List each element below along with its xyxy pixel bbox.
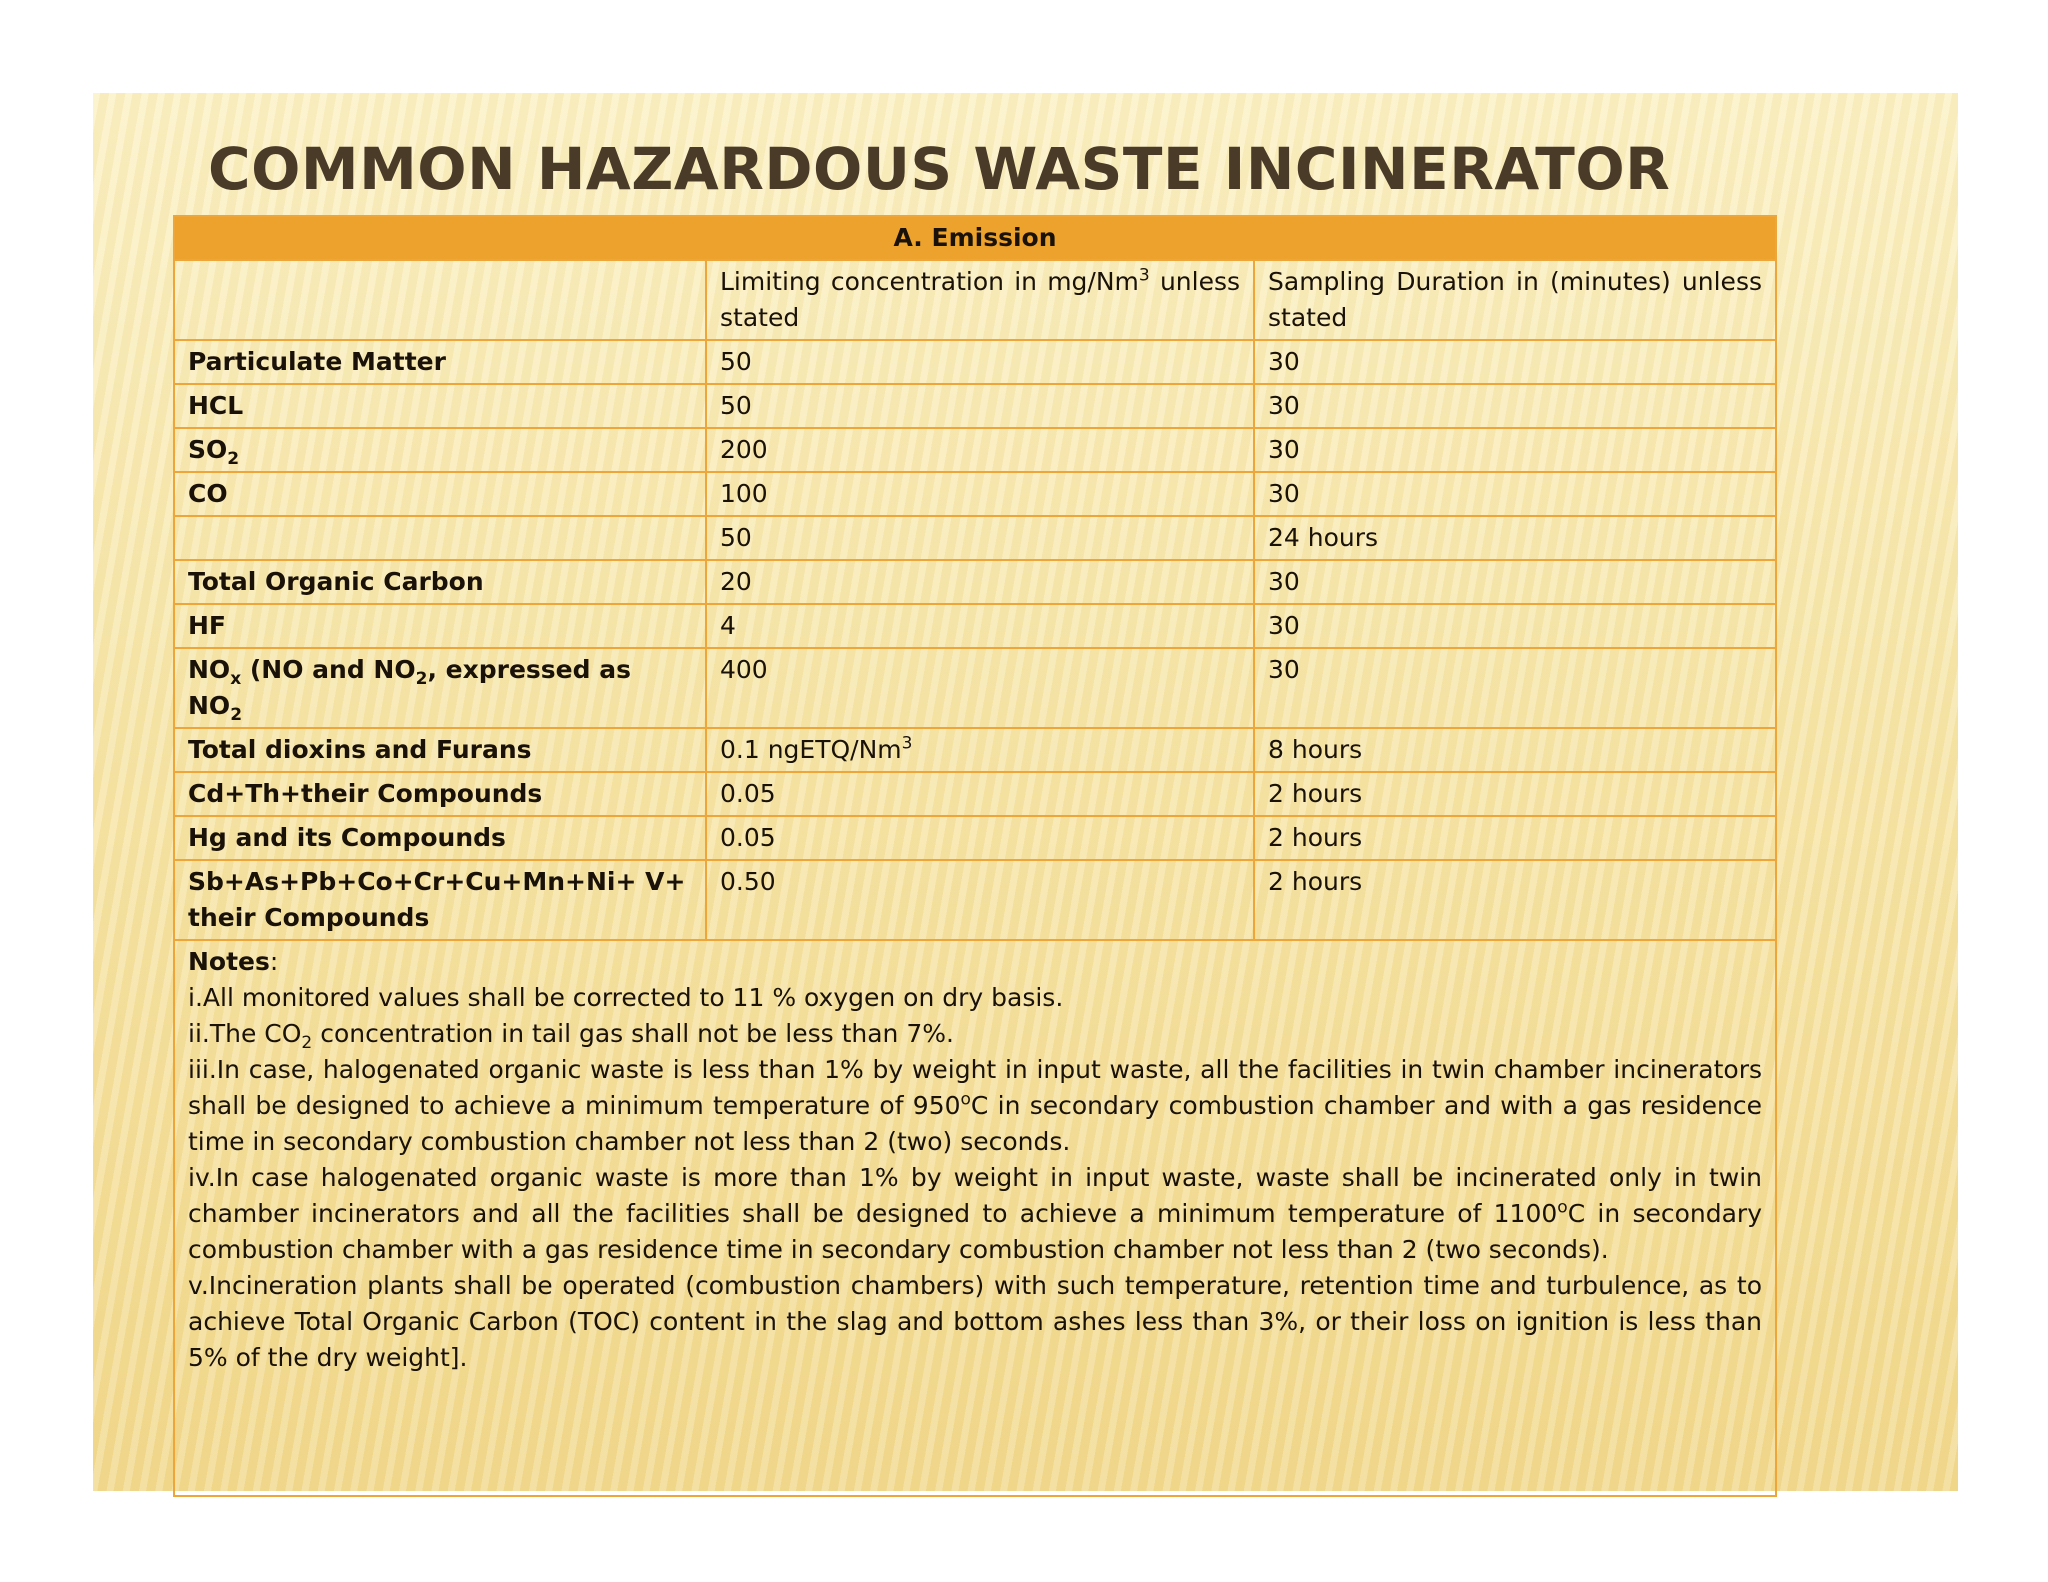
note-item: ii.The $CO_2$ concentration in tail gas shall not be less than 7%. — [188, 1019, 954, 1053]
limit-cell: 0.05 — [706, 772, 1254, 816]
duration-cell: 30 — [1254, 428, 1776, 472]
column-header-row — [174, 260, 1776, 340]
table-row — [174, 604, 1776, 648]
duration-cell: 2 hours — [1254, 860, 1776, 940]
parameter-cell: Sb+As+Pb+Co+Cr+Cu+Mn+Ni+ V+ their Compounds — [174, 860, 706, 940]
table-row — [174, 648, 1776, 728]
emission-table — [173, 215, 1777, 1497]
table-row — [174, 428, 1776, 472]
table-row — [174, 816, 1776, 860]
parameter-cell: Cd+Th+their Compounds — [174, 772, 706, 816]
parameter-cell: CO — [174, 472, 706, 516]
duration-cell: 30 — [1254, 604, 1776, 648]
limit-cell: 100 — [706, 472, 1254, 516]
duration-cell: 24 hours — [1254, 516, 1776, 560]
parameter-cell: Particulate Matter — [174, 340, 706, 384]
limit-cell: 50 — [706, 516, 1254, 560]
duration-cell: 2 hours — [1254, 816, 1776, 860]
table-row — [174, 560, 1776, 604]
limit-cell: 50 — [706, 340, 1254, 384]
notes: Notes: i.All monitored values shall be corrected to 11 % oxygen on dry basis. ii.The $CO_2$ concentration in tail gas shall not be less than 7%. iii.In case, halogenated organic waste is less than 1% by weight in input waste, all the facilities in twin chamber incinerators shall be designed to achieve a minimum temperature of 950$^o$C in secondary combustion chamber and with a gas residence time in secondary combustion chamber not less than 2 (two) seconds. iv.In case halogenated organic waste is more than 1% by weight in input waste, waste shall be incinerated only in twin chamber incinerators and all the facilities shall be designed to achieve a minimum temperature of 1100$^o$C in secondary combustion chamber with a gas residence time in secondary combustion chamber not less than 2 (two seconds). v.Incineration plants shall be operated (combustion chambers) with such temperature, retention time and turbulence, as to achieve Total Organic Carbon (TOC) content in the slag and bottom ashes less than 3%, or their loss on ignition is less than 5% of the dry weight]. — [174, 940, 1776, 1496]
parameter-cell: HF — [174, 604, 706, 648]
limit-cell: 200 — [706, 428, 1254, 472]
duration-cell: 30 — [1254, 384, 1776, 428]
column-header-duration: Sampling Duration in (minutes) unless stated — [1254, 260, 1776, 340]
slide — [93, 93, 1958, 1491]
duration-cell: 30 — [1254, 340, 1776, 384]
table-row — [174, 728, 1776, 772]
parameter-cell: $NO_x$ (NO and $NO_2$, expressed as $NO_2$ — [174, 648, 706, 728]
table-row — [174, 772, 1776, 816]
notes-label: Notes — [188, 947, 270, 976]
limit-cell: 0.1 ngETQ/Nm$^3$ — [706, 728, 1254, 772]
limit-cell: 0.50 — [706, 860, 1254, 940]
duration-cell: 30 — [1254, 648, 1776, 728]
table-row — [174, 340, 1776, 384]
parameter-cell — [174, 516, 706, 560]
table-row — [174, 384, 1776, 428]
parameter-cell: $SO_2$ — [174, 428, 706, 472]
note-item: i.All monitored values shall be corrected to 11 % oxygen on dry basis. — [188, 983, 1064, 1012]
parameter-cell: HCL — [174, 384, 706, 428]
notes-row — [174, 940, 1776, 1496]
limit-cell: 20 — [706, 560, 1254, 604]
parameter-cell: Total Organic Carbon — [174, 560, 706, 604]
parameter-cell: Hg and its Compounds — [174, 816, 706, 860]
note-item: v.Incineration plants shall be operated (combustion chambers) with such temperature, retention time and turbulence, as to achieve Total Organic Carbon (TOC) content in the slag and bottom ashes less than 3%, or their loss on ignition is less than 5% of the dry weight]. — [188, 1271, 1762, 1372]
limit-cell: 0.05 — [706, 816, 1254, 860]
section-header: A. Emission — [174, 216, 1776, 260]
duration-cell: 30 — [1254, 472, 1776, 516]
duration-cell: 2 hours — [1254, 772, 1776, 816]
limit-cell: 400 — [706, 648, 1254, 728]
note-item: iv.In case halogenated organic waste is more than 1% by weight in input waste, waste shall be incinerated only in twin chamber incinerators and all the facilities shall be designed to achieve a minimum temperature of 1100$^o$C in secondary combustion chamber with a gas residence time in secondary combustion chamber not less than 2 (two seconds). — [188, 1163, 1762, 1264]
limit-cell: 4 — [706, 604, 1254, 648]
column-header-limit: Limiting concentration in mg/Nm$^3$ unless stated — [706, 260, 1254, 340]
duration-cell: 30 — [1254, 560, 1776, 604]
table-row — [174, 516, 1776, 560]
limit-cell: 50 — [706, 384, 1254, 428]
parameter-cell: Total dioxins and Furans — [174, 728, 706, 772]
slide-title: COMMON HAZARDOUS WASTE INCINERATOR — [208, 135, 1671, 203]
table-row — [174, 860, 1776, 940]
note-item: iii.In case, halogenated organic waste is less than 1% by weight in input waste, all the facilities in twin chamber incinerators shall be designed to achieve a minimum temperature of 950$^o$C in secondary combustion chamber and with a gas residence time in secondary combustion chamber not less than 2 (two) seconds. — [188, 1055, 1763, 1156]
table-row — [174, 472, 1776, 516]
section-header-row — [174, 216, 1776, 260]
column-header-parameter — [174, 260, 706, 340]
duration-cell: 8 hours — [1254, 728, 1776, 772]
